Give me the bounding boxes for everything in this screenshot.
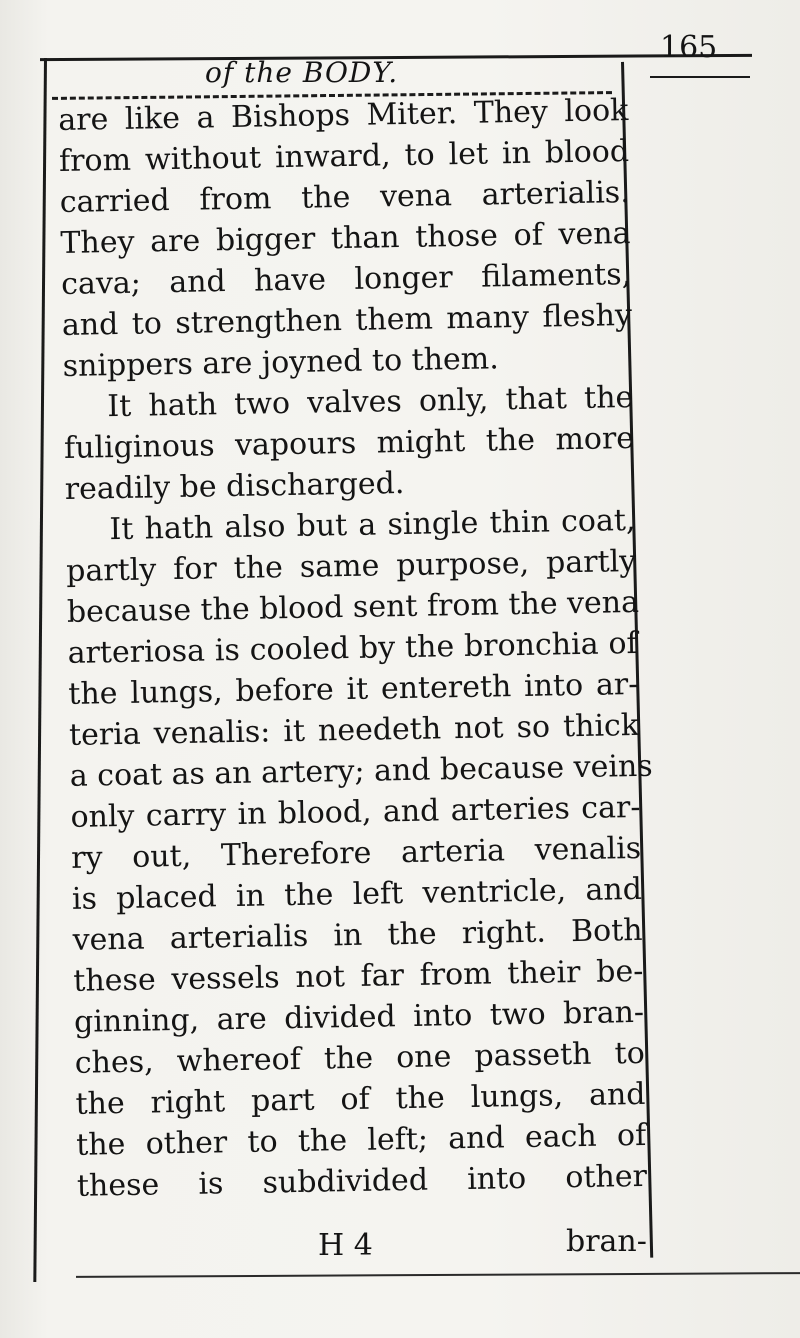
text-line: are like a Bishops Miter. They look: [58, 93, 629, 138]
page-number: 165: [660, 30, 718, 65]
text-line: because the blood sent from the vena: [66, 584, 640, 630]
text-line: from without inward, to let in blood: [58, 134, 630, 179]
text-line: a coat as an artery; and because veins: [69, 748, 653, 794]
text-line: It hath two valves only, that the: [107, 380, 634, 425]
frame-bottom-rule: [76, 1272, 800, 1278]
text-line: is placed in the left ventricle, and: [71, 871, 643, 917]
text-line: the right part of the lungs, and: [75, 1076, 646, 1122]
text-line: arteriosa is cooled by the bronchia of: [67, 625, 638, 671]
text-line: carried from the vena arterialis.: [59, 175, 631, 220]
text-line: fuliginous vapours might the more: [63, 421, 635, 466]
text-line: the other to the left; and each of: [75, 1117, 647, 1163]
text-line: only carry in blood, and arteries car-: [70, 789, 641, 835]
catchword: bran-: [566, 1224, 647, 1259]
page-number-rule: [650, 76, 750, 78]
text-line: ry out, Therefore arteria venalis: [70, 830, 642, 876]
text-line: partly for the same purpose, partly: [65, 543, 637, 589]
text-line: ginning, are divided into two bran-: [73, 994, 645, 1040]
signature-mark: H 4: [318, 1228, 373, 1263]
body-text: [58, 90, 653, 1207]
text-line: ches, whereof the one passeth to: [74, 1035, 646, 1081]
text-line: teria venalis: it needeth not so thick: [68, 707, 640, 753]
text-line: these is subdivided into other: [76, 1158, 648, 1204]
text-line: It hath also but a single thin coat,: [109, 502, 636, 548]
text-line: vena arterialis in the right. Both: [72, 912, 643, 958]
running-head: of the BODY.: [205, 56, 399, 89]
text-line: these vessels not far from their be-: [73, 953, 644, 999]
text-line: They are bigger than those of vena: [60, 216, 631, 261]
text-line: readily be discharged.: [64, 466, 405, 507]
text-line: cava; and have longer filaments,: [60, 257, 632, 302]
text-line: snippers are joyned to them.: [62, 341, 500, 384]
text-line: and to strengthen them many fleshy: [61, 298, 633, 343]
frame-left-rule: [33, 58, 47, 1282]
text-line: the lungs, before it entereth into ar-: [68, 666, 639, 712]
